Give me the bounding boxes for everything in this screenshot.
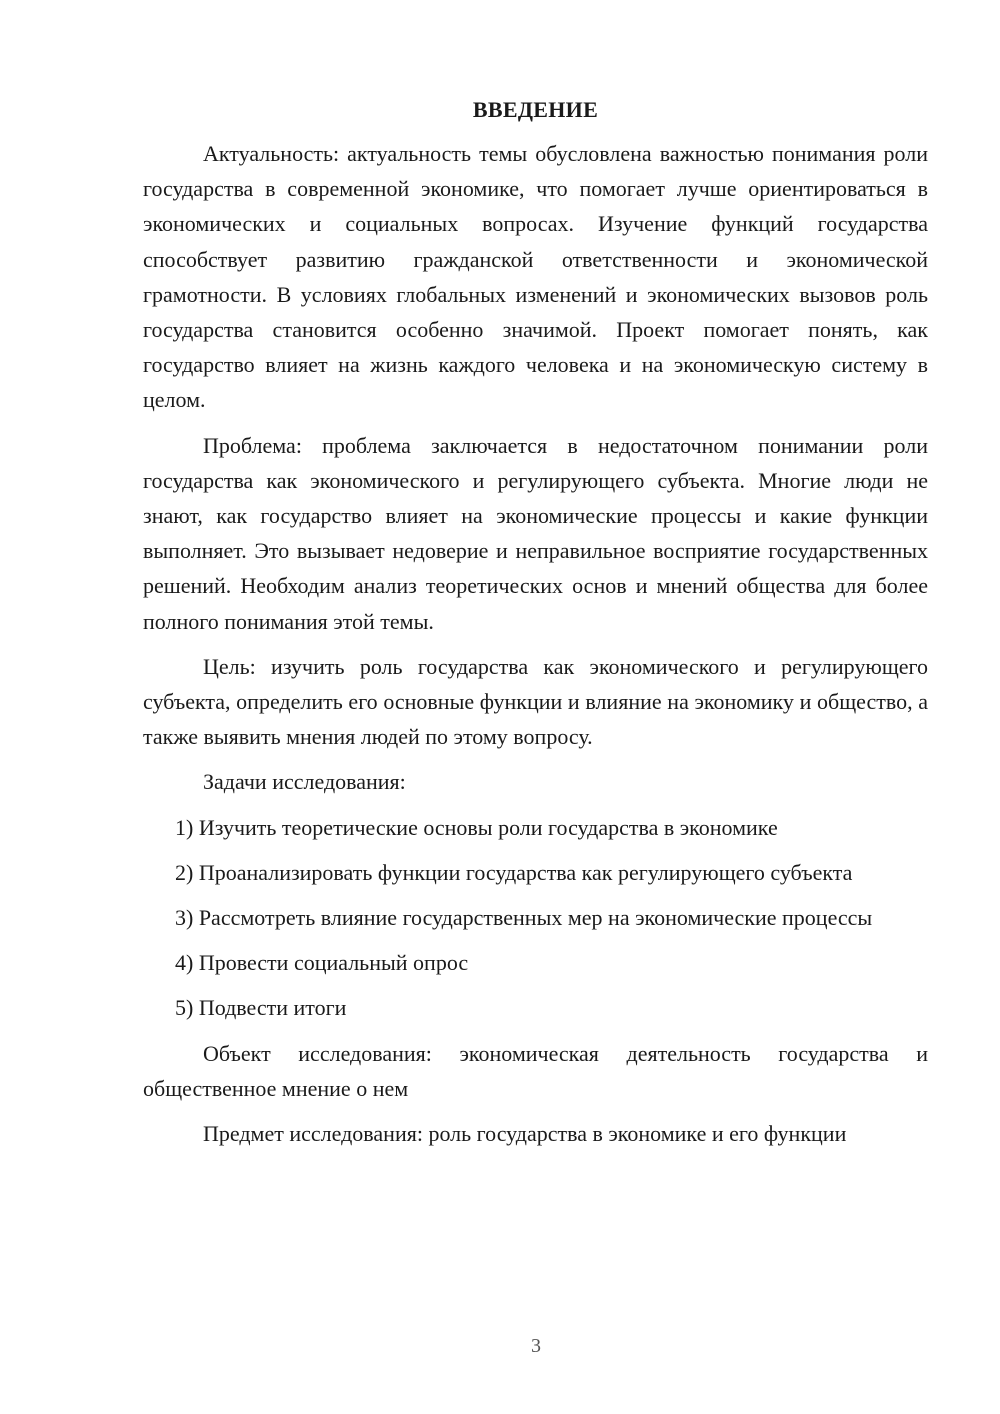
tasks-title: Задачи исследования:: [203, 769, 406, 795]
task-item: 4) Провести социальный опрос: [175, 950, 469, 976]
relevance-paragraph: Актуальность: актуальность темы обусловлена важностью понимания роли государства в современной экономике, что помогает лучше ориентироваться в экономических и социальных вопросах. Изучение функций государства способствует развитию гражданской ответственности и экономической грамотности. В условиях глобальных изменений и экономических вызовов роль государства становится особенно значимой. Проект помогает понять, как государство влияет на жизнь каждого человека и на экономическую систему в целом.: [143, 141, 928, 413]
goal-paragraph: Цель: изучить роль государства как экономического и регулирующего субъекта, определить его основные функции и влияние на экономику и общество, а также выявить мнения людей по этому вопросу.: [143, 653, 928, 750]
task-item: 1) Изучить теоретические основы роли государства в экономике: [175, 814, 778, 840]
section-heading: ВВЕДЕНИЕ: [472, 97, 599, 122]
page-number: 3: [531, 1335, 541, 1357]
page-body: [143, 94, 928, 1151]
problem-paragraph: Проблема: проблема заключается в недостаточном понимании роли государства как экономического и регулирующего субъекта. Многие люди не знают, как государство влияет на экономические процессы и какие функции выполняет. Это вызывает недоверие и неправильное восприятие государственных решений. Необходим анализ теоретических основ и мнений общества для более полного понимания этой темы.: [143, 432, 928, 634]
subject-paragraph: Предмет исследования: роль государства в экономике и его функции: [203, 1121, 847, 1147]
task-item: 2) Проанализировать функции государства как регулирующего субъекта: [175, 859, 853, 885]
task-item: 3) Рассмотреть влияние государственных мер на экономические процессы: [175, 905, 873, 931]
object-paragraph: Объект исследования: экономическая деятельность государства и общественное мнение о нем: [143, 1040, 928, 1101]
task-item: 5) Подвести итоги: [175, 995, 347, 1021]
